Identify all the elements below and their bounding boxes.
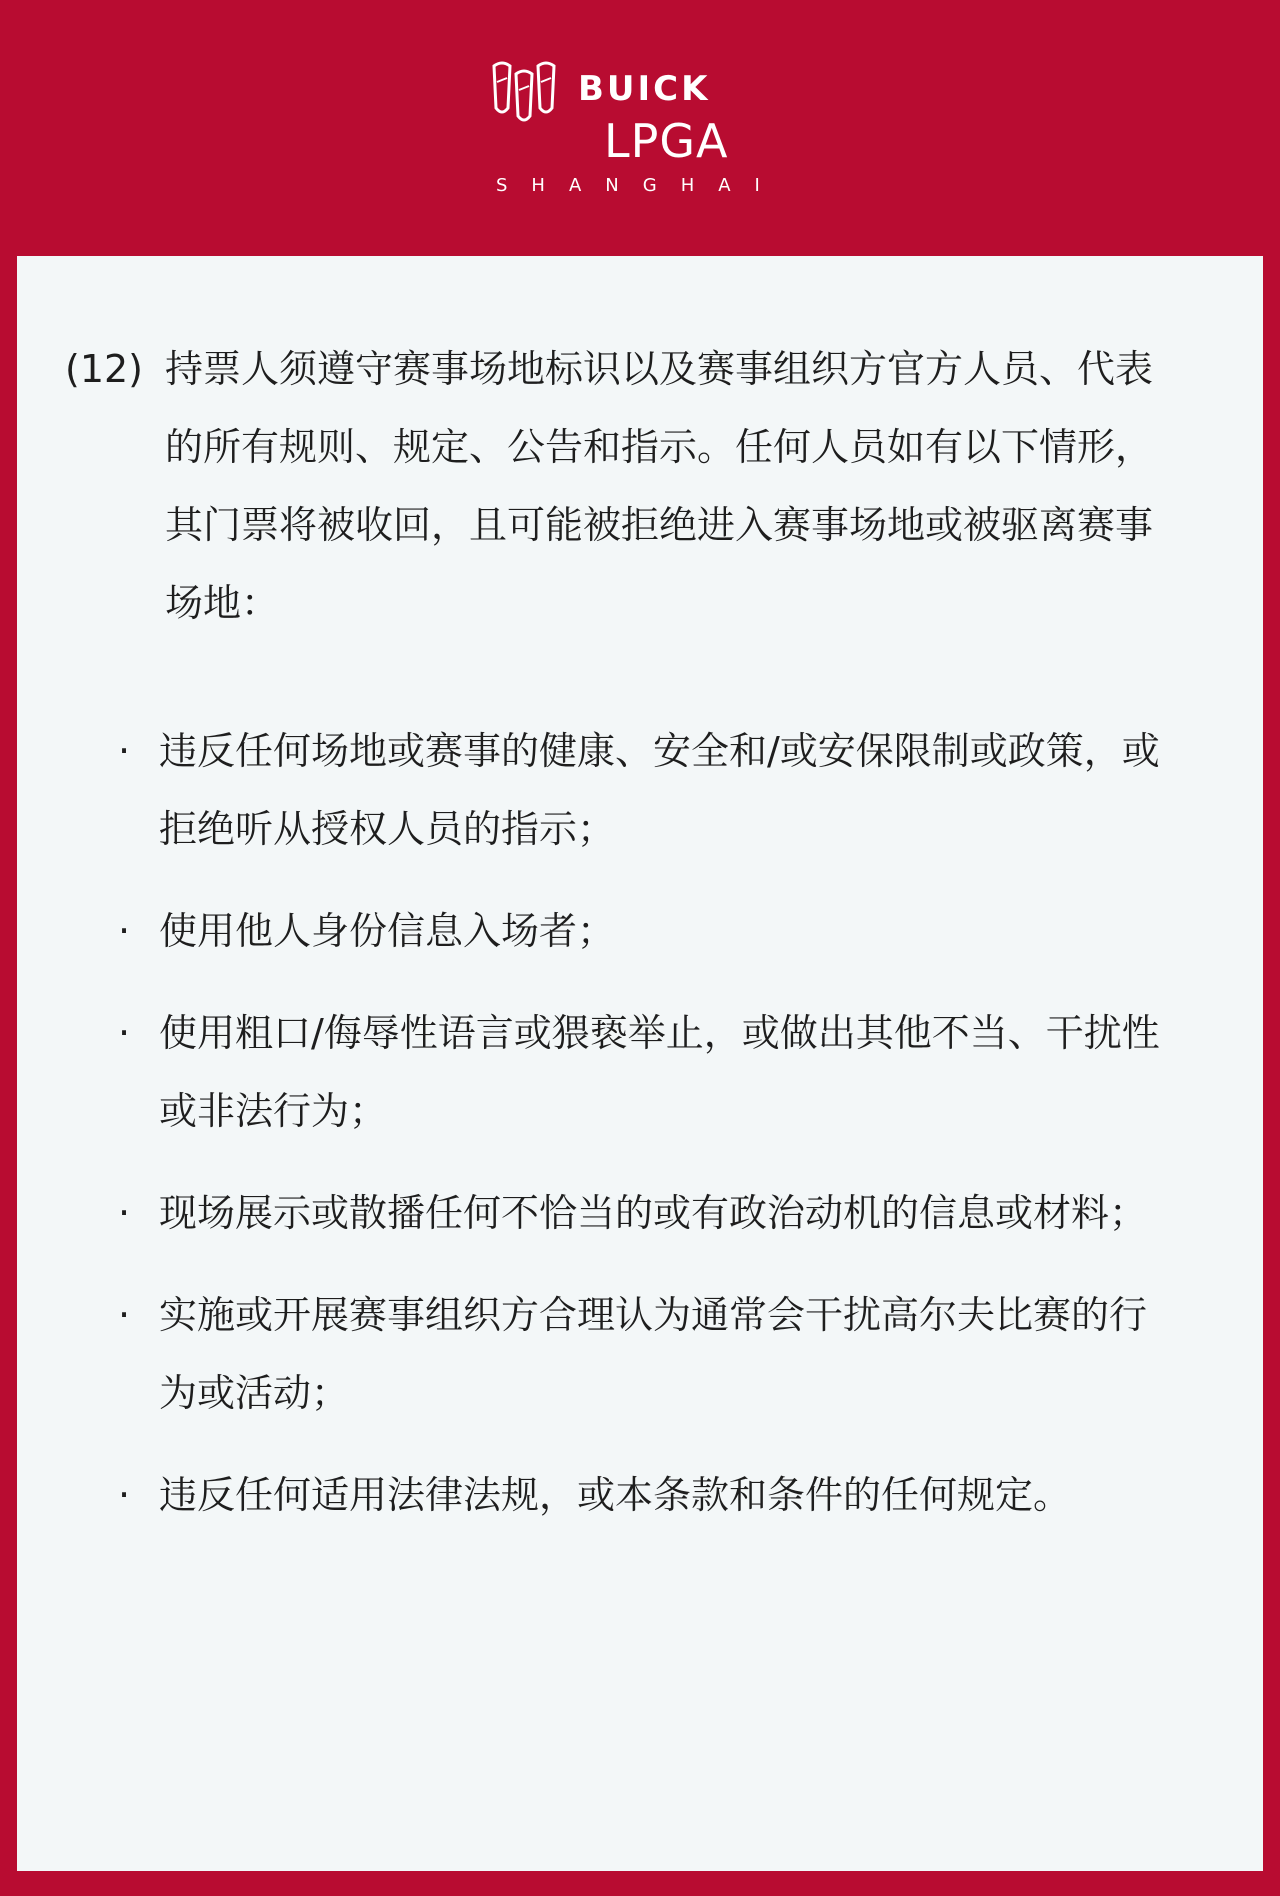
list-item — [113, 1276, 1213, 1432]
bullet-marker: · — [117, 1191, 131, 1235]
bullet-marker: · — [117, 729, 131, 773]
list-item — [113, 994, 1213, 1150]
header-banner — [0, 0, 1280, 256]
list-item — [113, 712, 1213, 868]
bullet-marker: · — [117, 1011, 131, 1055]
bullet-marker: · — [117, 1293, 131, 1337]
list-item-text: 实施或开展赛事组织方合理认为通常会干扰高尔夫比赛的行为或活动； — [159, 1293, 1148, 1415]
list-item-text: 违反任何适用法律法规，或本条款和条件的任何规定。 — [159, 1473, 1072, 1517]
list-item — [113, 892, 1213, 970]
bullet-marker: · — [117, 909, 131, 953]
logo-brand-text: BUICK — [578, 69, 711, 109]
buick-shield-icon — [490, 60, 560, 130]
list-item-text: 现场展示或散播任何不恰当的或有政治动机的信息或材料； — [159, 1191, 1148, 1235]
list-item — [113, 1456, 1213, 1534]
bullet-list — [113, 712, 1213, 1558]
content-panel — [17, 256, 1263, 1871]
buick-lpga-shanghai-logo — [490, 54, 790, 204]
list-item-text: 使用粗口/侮辱性语言或猥亵举止，或做出其他不当、干扰性或非法行为； — [159, 1011, 1160, 1133]
clause-intro-text: 持票人须遵守赛事场地标识以及赛事组织方官方人员、代表的所有规则、规定、公告和指示。任何人员如有以下情形，其门票将被收回，且可能被拒绝进入赛事场地或被驱离赛事场地： — [165, 347, 1154, 625]
logo-city-text: SHANGHAI — [496, 175, 784, 196]
bullet-marker: · — [117, 1473, 131, 1517]
list-item — [113, 1174, 1213, 1252]
list-item-text: 违反任何场地或赛事的健康、安全和/或安保限制或政策，或拒绝听从授权人员的指示； — [159, 729, 1160, 851]
list-item-text: 使用他人身份信息入场者； — [159, 909, 616, 953]
clause-number: (12) — [65, 347, 144, 391]
logo-event-text: LPGA — [604, 114, 729, 168]
